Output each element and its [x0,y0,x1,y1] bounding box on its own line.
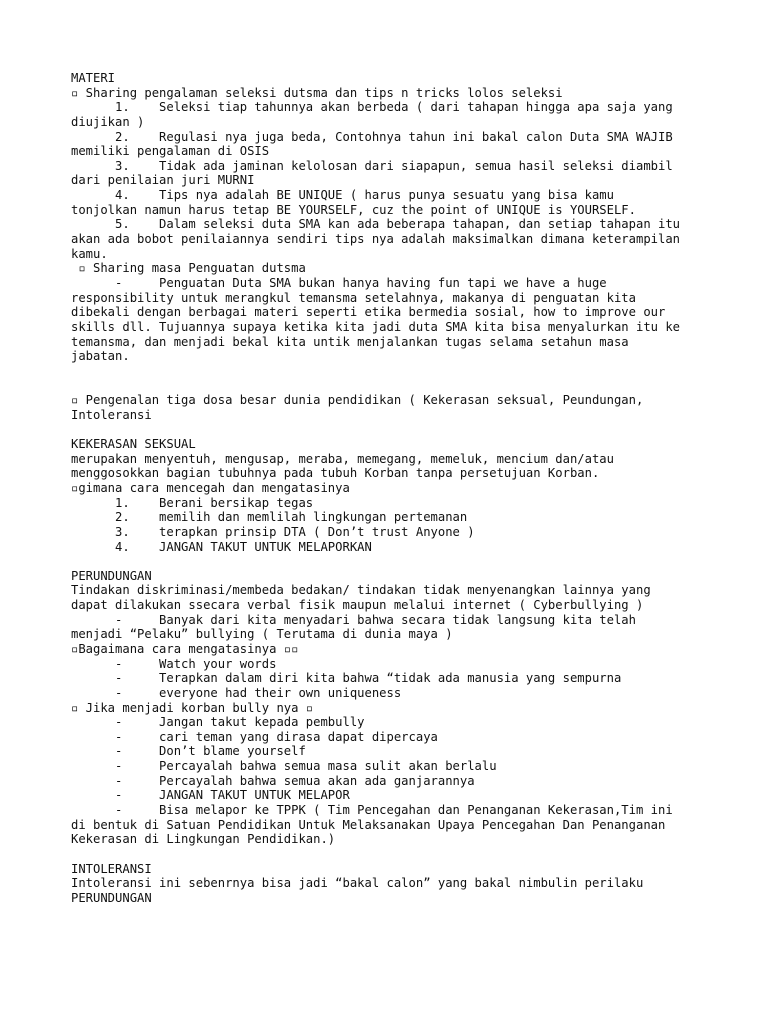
text-line: - Terapkan dalam diri kita bahwa “tidak ada manusia yang sempurna [71,671,622,686]
text-line: 1. Berani bersikap tegas [71,495,314,510]
text-line: 2. Regulasi nya juga beda, Contohnya tahun ini bakal calon Duta SMA WAJIB [71,129,673,144]
text-line: INTOLERANSI [71,861,152,876]
blank-line [71,422,711,437]
text-line: menjadi “Pelaku” bullying ( Terutama di dunia maya ) [71,627,453,642]
text-line: kamu. [71,246,108,261]
text-line: responsibility untuk merangkul temansma setelahnya, makanya di penguatan kita [71,290,636,305]
text-line: 4. Tips nya adalah BE UNIQUE ( harus punya sesuatu yang bisa kamu [71,188,614,203]
text-line: PERUNDUNGAN [71,890,152,905]
text-line: akan ada bobot penilaiannya sendiri tips nya adalah maksimalkan dimana keterampilan [71,232,681,247]
text-line: 5. Dalam seleksi duta SMA kan ada beberapa tahapan, dan setiap tahapan itu [71,217,681,232]
text-line: skills dll. Tujuannya supaya ketika kita jadi duta SMA kita bisa menyalurkan itu ke [71,319,681,334]
text-line: ▫Bagaimana cara mengatasinya ▫▫ [71,641,299,656]
text-line: tonjolkan namun harus tetap BE YOURSELF, cuz the point of UNIQUE is YOURSELF. [71,202,636,217]
blank-line [71,554,711,569]
text-line: 2. memilih dan memlilah lingkungan pertemanan [71,510,468,525]
text-line: menggosokkan bagian tubuhnya pada tubuh Korban tanpa persetujuan Korban. [71,466,600,481]
text-line: Kekerasan di Lingkungan Pendidikan.) [71,832,336,847]
text-line: MATERI [71,71,116,85]
text-line: Tindakan diskriminasi/membeda bedakan/ tindakan tidak menyenangkan lainnya yang [71,583,651,598]
text-line: ▫ Pengenalan tiga dosa besar dunia pendidikan ( Kekerasan seksual, Peundungan, [71,393,644,408]
text-line: ▫ Jika menjadi korban bully nya ▫ [71,700,314,715]
text-line: - JANGAN TAKUT UNTUK MELAPOR [71,788,350,803]
text-line: - cari teman yang dirasa dapat dipercaya [71,729,438,744]
text-line: - Percayalah bahwa semua akan ada ganjarannya [71,773,475,788]
text-line: PERUNDUNGAN [71,568,152,583]
text-line: - Don’t blame yourself [71,744,306,759]
text-line: ▫gimana cara mencegah dan mengatasinya [71,480,350,495]
text-line: - Penguatan Duta SMA bukan hanya having fun tapi we have a huge [71,275,607,290]
text-line: jabatan. [71,349,130,364]
text-line: ▫ Sharing masa Penguatan dutsma [71,261,306,276]
text-line: 3. Tidak ada jaminan kelolosan dari siapapun, semua hasil seleksi diambil [71,158,673,173]
text-line: - Banyak dari kita menyadari bahwa secara tidak langsung kita telah [71,612,636,627]
text-line: memiliki pengalaman di OSIS [71,144,270,159]
text-line: - Bisa melapor ke TPPK ( Tim Pencegahan dan Penanganan Kekerasan,Tim ini [71,803,673,818]
text-line: dibekali dengan berbagai materi seperti etika bermedia sosial, how to improve our [71,305,666,320]
text-line: 3. terapkan prinsip DTA ( Don’t trust Anyone ) [71,524,475,539]
text-line: - Percayalah bahwa semua masa sulit akan berlalu [71,759,497,774]
blank-line [71,378,711,393]
text-line: ▫ Sharing pengalaman seleksi dutsma dan tips n tricks lolos seleksi [71,85,563,100]
blank-line [71,847,711,862]
text-line: dapat dilakukan ssecara verbal fisik maupun melalui internet ( Cyberbullying ) [71,598,644,613]
text-line: merupakan menyentuh, mengusap, meraba, memegang, memeluk, mencium dan/atau [71,451,614,466]
text-line: 4. JANGAN TAKUT UNTUK MELAPORKAN [71,539,372,554]
text-line: - Watch your words [71,656,277,671]
text-line: KEKERASAN SEKSUAL [71,437,196,452]
text-line: dari penilaian juri MURNI [71,173,255,188]
document-page [71,71,711,906]
text-line: 1. Seleksi tiap tahunnya akan berbeda ( dari tahapan hingga apa saja yang [71,100,673,115]
blank-line [71,364,711,379]
text-line: Intoleransi [71,407,152,422]
text-line: temansma, dan menjadi bekal kita untik menjalankan tugas selama setahun masa [71,334,629,349]
text-line: di bentuk di Satuan Pendidikan Untuk Melaksanakan Upaya Pencegahan Dan Penanganan [71,817,666,832]
text-line: diujikan ) [71,114,145,129]
text-line: - Jangan takut kepada pembully [71,715,365,730]
text-line: - everyone had their own uniqueness [71,685,402,700]
text-line: Intoleransi ini sebenrnya bisa jadi “bakal calon” yang bakal nimbulin perilaku [71,876,644,891]
